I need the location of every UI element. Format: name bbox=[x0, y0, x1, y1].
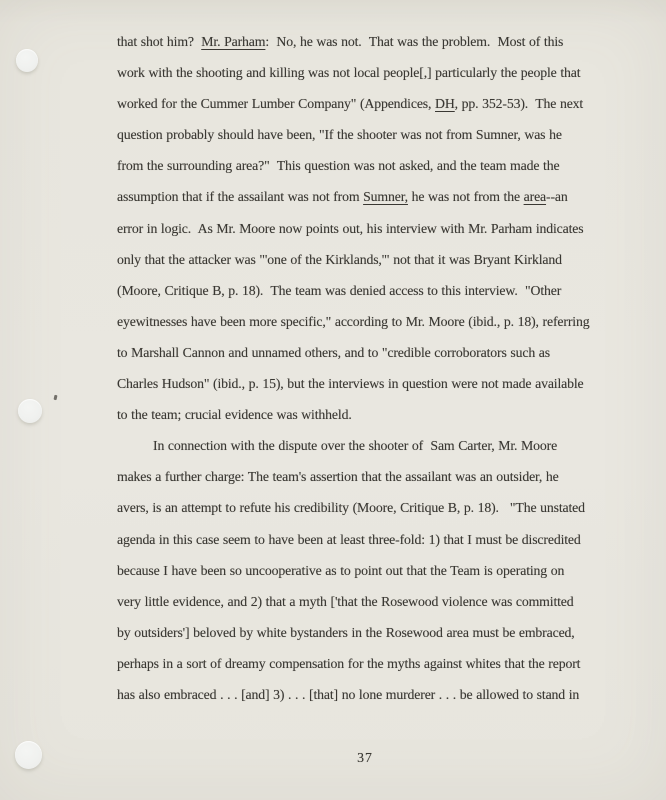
page-number: 37 bbox=[357, 750, 373, 765]
text-line bbox=[117, 337, 587, 368]
text-segment: because I have been so uncooperative as to point out that the Team is operating on bbox=[117, 562, 565, 578]
underlined-text: DH bbox=[435, 96, 455, 112]
text-line bbox=[117, 399, 587, 430]
text-line bbox=[117, 244, 587, 275]
text-segment: assumption that if the assailant was not from bbox=[117, 189, 364, 205]
text-segment: to Marshall Cannon and unnamed others, and to "credible corroborators such as bbox=[117, 344, 550, 360]
text-segment: avers, is an attempt to refute his credibility (Moore, Critique B, p. 18). "The unstated bbox=[117, 500, 585, 516]
hole-punch-top bbox=[16, 49, 38, 72]
text-segment: In connection with the dispute over the shooter of Sam Carter, Mr. Moore bbox=[153, 438, 558, 454]
text-segment: by outsiders'] beloved by white bystanders in the Rosewood area must be embraced, bbox=[117, 624, 575, 640]
text-segment: that shot him? bbox=[117, 34, 202, 49]
text-line bbox=[117, 492, 587, 523]
text-line bbox=[117, 88, 587, 119]
text-segment: : No, he was not. That was the problem. Most of this bbox=[265, 34, 564, 49]
text-segment: , pp. 352-53). The next bbox=[454, 96, 584, 112]
scan-speck bbox=[54, 395, 58, 401]
text-line bbox=[117, 617, 587, 648]
text-segment: makes a further charge: The team's assertion that the assailant was an outsider, he bbox=[117, 469, 559, 485]
underlined-text: Mr. Parham bbox=[201, 34, 266, 49]
text-line bbox=[117, 430, 587, 461]
text-segment: agenda in this case seem to have been at least three-fold: 1) that I must be discredited bbox=[117, 531, 581, 547]
text-line bbox=[117, 648, 587, 679]
text-segment: from the surrounding area?" This question was not asked, and the team made the bbox=[117, 158, 560, 174]
text-block bbox=[117, 26, 590, 710]
text-line bbox=[117, 150, 587, 181]
text-segment: question probably should have been, "If the shooter was not from Sumner, was he bbox=[117, 127, 562, 143]
text-segment: worked for the Cummer Lumber Company" (Appendices, bbox=[117, 96, 436, 112]
text-segment: only that the attacker was "'one of the Kirklands,'" not that it was Bryant Kirkland bbox=[117, 251, 562, 267]
hole-punch-bottom bbox=[15, 741, 42, 769]
text-segment: perhaps in a sort of dreamy compensation for the myths against whites that the report bbox=[117, 655, 581, 671]
text-line bbox=[117, 679, 587, 710]
text-line bbox=[117, 213, 587, 244]
text-line bbox=[117, 306, 590, 337]
text-line bbox=[117, 368, 587, 399]
hole-punch-middle bbox=[18, 399, 42, 423]
text-segment: --an bbox=[546, 189, 568, 205]
text-segment: he was not from the bbox=[407, 189, 524, 205]
text-segment: work with the shooting and killing was not local people[,] particularly the people that bbox=[117, 65, 581, 81]
text-segment: eyewitnesses have been more specific," according to Mr. Moore (ibid., p. 18), referring bbox=[117, 313, 590, 329]
text-segment: very little evidence, and 2) that a myth ['that the Rosewood violence was committed bbox=[117, 593, 574, 609]
text-segment: error in logic. As Mr. Moore now points out, his interview with Mr. Parham indicates bbox=[117, 220, 584, 236]
text-line bbox=[117, 524, 587, 555]
underlined-text: Sumner, bbox=[363, 189, 408, 205]
text-line bbox=[117, 275, 587, 306]
text-segment: to the team; crucial evidence was withheld. bbox=[117, 407, 352, 423]
text-line bbox=[117, 586, 587, 617]
text-segment: (Moore, Critique B, p. 18). The team was denied access to this interview. "Other bbox=[117, 282, 562, 298]
text-line bbox=[117, 119, 587, 150]
text-segment: Charles Hudson" (ibid., p. 15), but the interviews in question were not made available bbox=[117, 376, 584, 392]
text-line bbox=[117, 57, 587, 88]
text-segment: has also embraced . . . [and] 3) . . . [that] no lone murderer . . . be allowed to stand in bbox=[117, 686, 580, 702]
text-line bbox=[117, 461, 587, 492]
underlined-text: area bbox=[523, 189, 547, 205]
text-line bbox=[117, 26, 587, 57]
text-line bbox=[117, 181, 587, 212]
text-line bbox=[117, 555, 587, 586]
